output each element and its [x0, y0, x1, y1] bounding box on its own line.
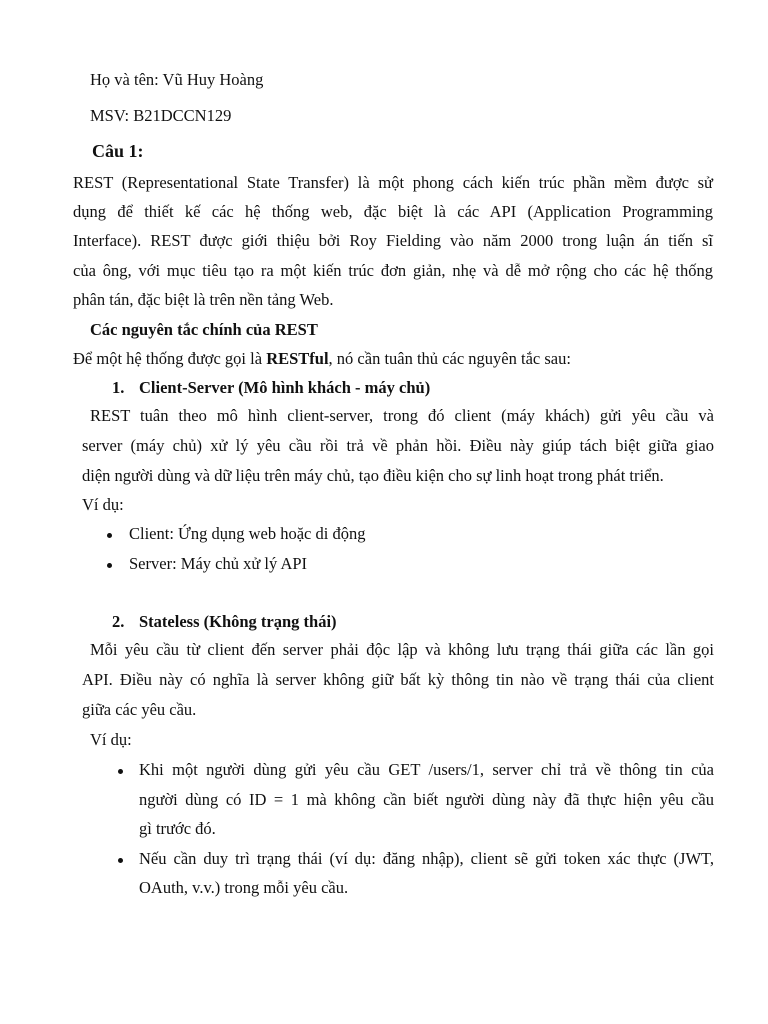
section-1-heading	[112, 378, 430, 398]
restful-line: Để một hệ thống được gọi là RESTful, nó cần tuân thủ các nguyên tắc sau:	[73, 349, 571, 368]
section-title: Client-Server (Mô hình khách - máy chủ)	[139, 378, 431, 397]
bullet-item-line: người dùng có ID = 1 mà không cần biết người dùng này đã thực hiện yêu cầu	[139, 790, 714, 809]
section-body-line: Mỗi yêu cầu từ client đến server phải độc lập và không lưu trạng thái giữa các lần gọi	[90, 640, 714, 659]
intro-line: dụng để thiết kế các hệ thống web, đặc biệt là các API (Application Programming	[73, 202, 713, 221]
section-body-line: API. Điều này có nghĩa là server không giữ bất kỳ thông tin nào về trạng thái của client	[82, 670, 714, 689]
example-label: Ví dụ:	[90, 730, 132, 749]
section-body-line: REST tuân theo mô hình client-server, trong đó client (máy khách) gửi yêu cầu và	[90, 406, 714, 425]
bullet-item-line: Khi một người dùng gửi yêu cầu GET /users/1, server chỉ trả về thông tin của	[139, 760, 714, 779]
bullet-icon	[107, 563, 112, 568]
section-body-line: diện người dùng và dữ liệu trên máy chủ, tạo điều kiện cho sự linh hoạt trong phát triển.	[82, 466, 664, 485]
bullet-item: Client: Ứng dụng web hoặc di động	[129, 524, 366, 543]
question-title: Câu 1:	[92, 141, 144, 161]
bullet-item-line: gì trước đó.	[139, 819, 216, 838]
student-id: MSV: B21DCCN129	[90, 106, 232, 125]
intro-line: của ông, với mục tiêu tạo ra một kiến trúc đơn giản, nhẹ và dễ mở rộng cho các hệ thống	[73, 261, 713, 280]
intro-line: phân tán, đặc biệt là trên nền tảng Web.	[73, 290, 334, 309]
example-label: Ví dụ:	[82, 495, 124, 514]
bullet-icon	[107, 533, 112, 538]
bullet-item-line: OAuth, v.v.) trong mỗi yêu cầu.	[139, 878, 349, 897]
intro-line: REST (Representational State Transfer) là một phong cách kiến trúc phần mềm được sử	[73, 173, 713, 192]
bullet-icon	[118, 858, 123, 863]
bullet-item: Server: Máy chủ xử lý API	[129, 554, 308, 573]
intro-line: Interface). REST được giới thiệu bởi Roy Fielding vào năm 2000 trong luận án tiến sĩ	[73, 231, 713, 250]
restful-term: RESTful	[266, 349, 329, 368]
bullet-item-line: Nếu cần duy trì trạng thái (ví dụ: đăng nhập), client sẽ gửi token xác thực (JWT,	[139, 849, 714, 868]
student-name: Họ và tên: Vũ Huy Hoàng	[90, 70, 264, 89]
section-title: Stateless (Không trạng thái)	[139, 612, 337, 631]
section-number: 2.	[112, 612, 125, 631]
bullet-icon	[118, 769, 123, 774]
section-number: 1.	[112, 378, 125, 397]
section-2-heading	[112, 612, 337, 632]
section-body-line: server (máy chủ) xử lý yêu cầu rồi trả về phản hồi. Điều này giúp tách biệt giữa giao	[82, 436, 714, 455]
principles-heading: Các nguyên tắc chính của REST	[90, 320, 318, 339]
section-body-line: giữa các yêu cầu.	[82, 700, 197, 719]
